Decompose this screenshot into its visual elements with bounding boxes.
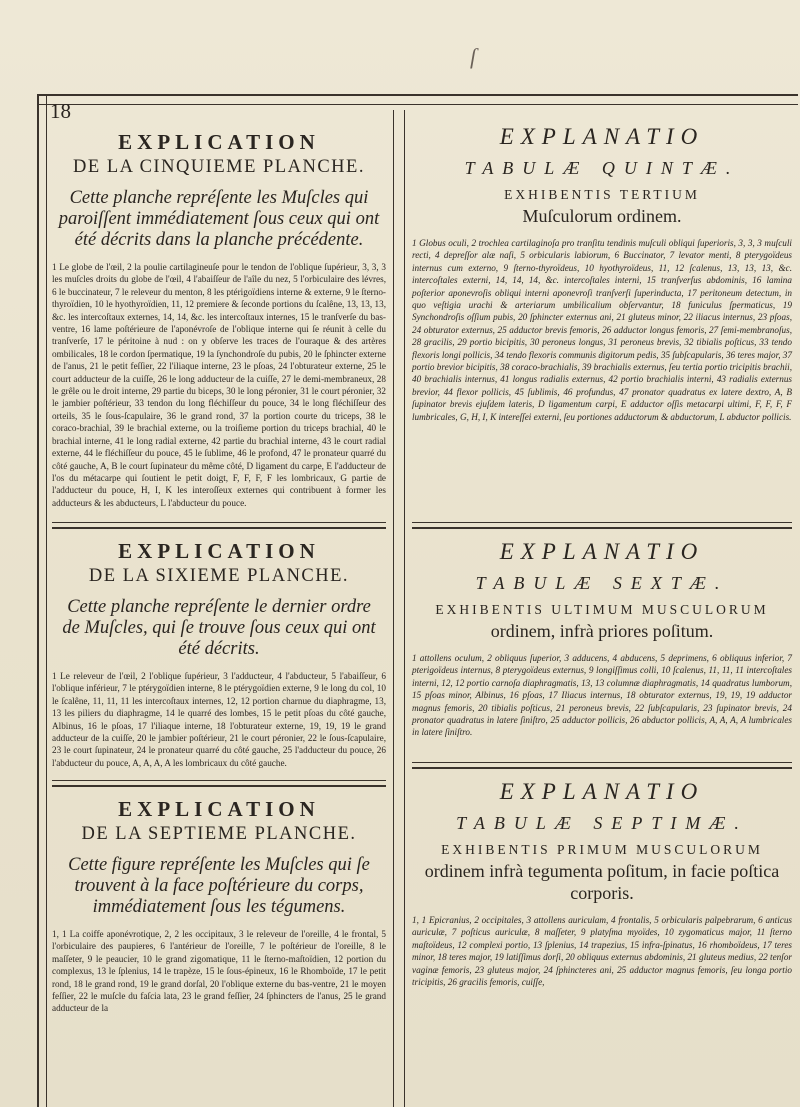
section-body: 1, 1 La coiffe aponévrotique, 2, 2 les occipitaux, 3 le releveur de l'oreille, 4 le frontal, 5 l'orbiculaire des paupieres, 6 l'antérieur de l'oreille, 7 le poſtérieur de l'oreille, 8 le maſſeter, 9 le peaucier, 10 le grand zigomatique, 11 le ſterno-maſtoïdien, 12 portion du complexus, 13 le ſplenius, 14 le trapèze, 15 le ſous-épineux, 16 le Rhomboïde, 17 le petit rond, 18 le grand rond, 19 le grand dorſal, 20 l'oblique externe du bas-ventre, 21 le moyen feſſier, 22 le muſcle du faſcia lata, 23 le grand feſſier, 24 ſphincters de l'anus, 25 le grand adducteur de la <box>52 929 386 1014</box>
page-number: 18 <box>50 99 71 123</box>
section-intro-caps: EXHIBENTIS TERTIUM <box>504 187 700 202</box>
section-rule <box>52 522 386 529</box>
section-intro: Muſculorum ordinem. <box>522 206 682 226</box>
section-body: 1 Le globe de l'œil, 2 la poulie cartilagineuſe pour le tendon de l'oblique ſupérieur, 3, 3, 3 les muſcles droits du globe de l'œil, 4 l'abaiſſeur de l'aîle du nez, 5 l'orbiculaire des lévres, 6 le buccinateur, 7 le releveur du menton, 8 les ptérigoïdiens interne & externe, 9 le ſterno-thyroïdien, 10 le hyothyroïdien, 11, 12 premiere & ſeconde portions du ſcalêne, 13, 13, 13, &c. les intercoſtaux externes, 14, 14, &c. les intercoſtaux internes, 15 le tranſverſe du bas-ventre, 16 lame poſtérieure de l'aponévroſe de l'oblique interne qui ſe réunit à celle du tranſverſe, 17 le péritoine à nud : on y obſerve les traces de l'ouraque & des artères ombilicales, 18 le cordon ſpermatique, 19 la ſynchondroſe du pubis, 20 le ſphincter externe de l'anus, 21 le petit feſſier, 22 l'iliaque interne, 23 le pſoas, 24 l'obturateur externe, 25 le court adducteur de la cuiſſe, 26 le long adducteur de la cuiſſe, 27 le demi-membraneux, 28 le grêle ou le droit interne, 29 partie du biceps, 30 le long péronier, 31 le court péronier, 32 le jambier poſtérieur, 33 tendon du long fléchiſſeur du pouce, 34 le long fléchiſſeur des orteils, 35 le ſous-ſcapulaire, 36 le grand rond, 37 la portion courte du triceps, 38 le coraco-brachial, 39 le brachial externe, ou la troiſieme portion du triceps brachial, 40 le brachial interne, 41 le long radial externe, 42 partie du brachial interne, 43 le court radial externe, 44 le fléchiſſeur du pouce, 45 le ſublime, 46 le profond, 47 le pronateur quarré du côté gauche, A, B le court ſupinateur du même côté, D ligament du carpe, E l'adducteur de l'os du métacarpe qui ſoutient le petit doigt, F, F, F, F les lombricaux, G partie de l'adducteur du pouce, H, I, K les interoſſeux externes qui contribuent à former les adducteurs & les abducteurs, L l'abducteur du pouce. <box>52 262 386 508</box>
left-border-rule <box>37 94 47 1107</box>
section-title: EXPLANATIO <box>499 124 705 149</box>
section-sixth-plate-fr <box>52 522 386 769</box>
section-intro-caps: EXHIBENTIS PRIMUM MUSCULORUM <box>441 842 763 857</box>
section-subtitle: TABULÆ QUINTÆ. <box>464 158 740 178</box>
section-intro: Cette planche repréſente le dernier ordre de Muſcles, qui ſe trouve ſous ceux qui ont été décrits. <box>62 597 376 659</box>
section-title: EXPLICATION <box>118 797 320 821</box>
section-intro: ordinem infrà tegumenta poſitum, in facie poſtica corporis. <box>424 861 780 903</box>
section-intro: Cette planche repréſente les Muſcles qui paroiſſent immédiatement ſous ceux qui ont été décrits dans la planche précédente. <box>58 188 380 250</box>
section-rule <box>412 522 792 529</box>
section-subtitle: DE LA SIXIEME PLANCHE. <box>88 566 350 586</box>
section-subtitle: DE LA SEPTIEME PLANCHE. <box>81 824 357 844</box>
section-subtitle: TABULÆ SEXTÆ. <box>475 573 729 593</box>
section-rule <box>52 780 386 787</box>
section-fifth-plate-la <box>412 114 792 423</box>
section-subtitle: DE LA CINQUIEME PLANCHE. <box>73 157 365 177</box>
section-intro-caps: EXHIBENTIS ULTIMUM MUSCULORUM <box>435 602 769 617</box>
section-intro: Cette figure repréſente les Muſcles qui ſe trouvent à la face poſtérieure du corps, immédiatement ſous les tégumens. <box>68 855 370 917</box>
page-mark: ſ <box>470 44 477 69</box>
section-intro: ordinem, infrà priores poſitum. <box>490 621 714 641</box>
section-title: EXPLANATIO <box>499 779 705 804</box>
section-title: EXPLANATIO <box>499 539 705 564</box>
section-body: 1 Globus oculi, 2 trochlea cartilaginoſa pro tranſitu tendinis muſculi obliqui ſuperioris, 3, 3, 3 muſculi recti, 4 depreſſor alæ naſi, 5 orbicularis labiorum, 6 Buccinator, 7 levator menti, 8 pterygoïdeus internus cum externo, 9 ſterno-thyroïdeus, 10 hyothyroïdeus, 11, 12 ſcalenus, 13, 13, 13, &c. intercoſtales externi, 14, 14, 14, &c. intercoſtales interni, 15 tranſverſus abdominis, 16 lamina poſterior aponevroſis obliqui interni aponevroſi tranſverſi ſuperinducta, 17 peritoneum detectum, in quo veſtigia urachi & arteriarum umbilicalium obſervantur, 18 funiculus ſpermaticus, 19 Synchondroſis oſſium pubis, 20 ſphincter externus ani, 21 gluteus minor, 22 iliacus internus, 23 pſoas, 24 obturator externus, 25 adductor brevis femoris, 26 adductor longus femoris, 27 ſemi-membranoſus, 28 gracilis, 29 portio bicipitis, 30 peroneus longus, 31 peroneus brevis, 32 tibialis poſticus, 33 tendo flexoris longi pollicis, 34 tendo flexoris communis digitorum pedis, 35 ſubſcapularis, 36 teres major, 37 portio brevior bicipitis, 38 coraco-brachialis, 39 brachialis externus, ſeu tertia portio tricipitis brachii, 40 brachialis internus, 41 longus radialis externus, 42 portio brachialis interni, 43 radialis externus brevior, 44 flexor pollicis, 45 ſublimis, 46 profundus, 47 pronator quadratus ex latere dextro, A, B ſupinator brevis ejuſdem lateris, D ligamentum carpi, E adductor oſſis metacarpi ultimi, F, F, F, F lumbricales, G, H, I, K intereſſei externi, ſeu portiones adductorum & abductorum, L abductor pollicis. <box>412 238 792 422</box>
section-body: 1, 1 Epicranius, 2 occipitales, 3 attollens auriculam, 4 frontalis, 5 orbicularis palpebrarum, 6 anticus auriculæ, 7 poſticus auriculæ, 8 maſſeter, 9 platyſma myoïdes, 10 zygomaticus major, 11 ſterno maſtoïdeus, 12 complexi portio, 13 ſplenius, 14 trapezius, 15 infra-ſpinatus, 16 rhomboïdeus, 17 teres minor, 18 teres major, 19 latiſſimus dorſi, 20 obliquus externus abdominis, 21 gluteus medius, 22 tenſor vaginæ femoris, 23 gluteus major, 24 ſphincteres ani, 25 adductor magnus femoris, ſeu longa portio tricipitis, 26 gracilis femoris, cuiſſe, <box>412 915 792 988</box>
section-subtitle: TABULÆ SEPTIMÆ. <box>456 813 748 833</box>
section-title: EXPLICATION <box>118 130 320 154</box>
column-divider <box>393 110 405 1107</box>
section-sixth-plate-la <box>412 522 792 739</box>
section-seventh-plate-fr <box>52 780 386 1015</box>
section-body: 1 Le releveur de l'œil, 2 l'oblique ſupérieur, 3 l'adducteur, 4 l'abducteur, 5 l'abaiſſeur, 6 l'oblique inférieur, 7 le ptérygoïdien interne, 8 le ptérygoïdien externe, 9 le long du col, 10 le ſcalêne, 11, 11, 11 les intercoſtaux internes, 12, 12 portion charnue du diaphragme, 13, 13 les piliers du diaphragme, 14 le quarré des lombes, 15 le petit pſoas du côté gauche, Albinus, 16 le pſoas, 17 l'iliaque interne, 18 l'obturateur externe, 19, 19, 19 le grand adducteur de la cuiſſe, 20 le jambier poſtérieur, 21 le court péronier, 22 le ſous-ſcapulaire, 23 le court ſupinateur, 24 le pronateur quarré du côté gauche, 25 l'adducteur du pouce, 26 l'abducteur du pouce, A, A, A, A les lombricaux du côté gauche. <box>52 671 386 768</box>
section-rule <box>412 762 792 769</box>
top-border-rule <box>38 94 798 105</box>
section-fifth-plate-fr <box>52 120 386 509</box>
section-body: 1 attollens oculum, 2 obliquus ſuperior, 3 adducens, 4 abducens, 5 deprimens, 6 obliquus inferior, 7 pterigoïdeus internus, 8 pterygoïdeus externus, 9 longiſſimus colli, 10 ſcalenus, 11, 11, 11 intercoſtales interni, 12, 12 portio carnoſa diaphragmatis, 13, 13 columnæ diaphragmatis, 14 quadratus lumborum, 15 pſoas minor, Albinus, 16 pſoas, 17 Iliacus internus, 18 obturator externus, 19, 19, 19 adductor magnus femoris, 20 tibialis poſticus, 21 peroneus brevis, 22 ſubſcapularis, 23 ſupinator brevis, 24 pronator quadratus in latere ſiniſtro, 25 adductor pollicis, 26 abductor pollicis, A, A, A, A lumbricales in latere ſiniſtro. <box>412 653 792 738</box>
section-title: EXPLICATION <box>118 539 320 563</box>
section-seventh-plate-la <box>412 762 792 988</box>
